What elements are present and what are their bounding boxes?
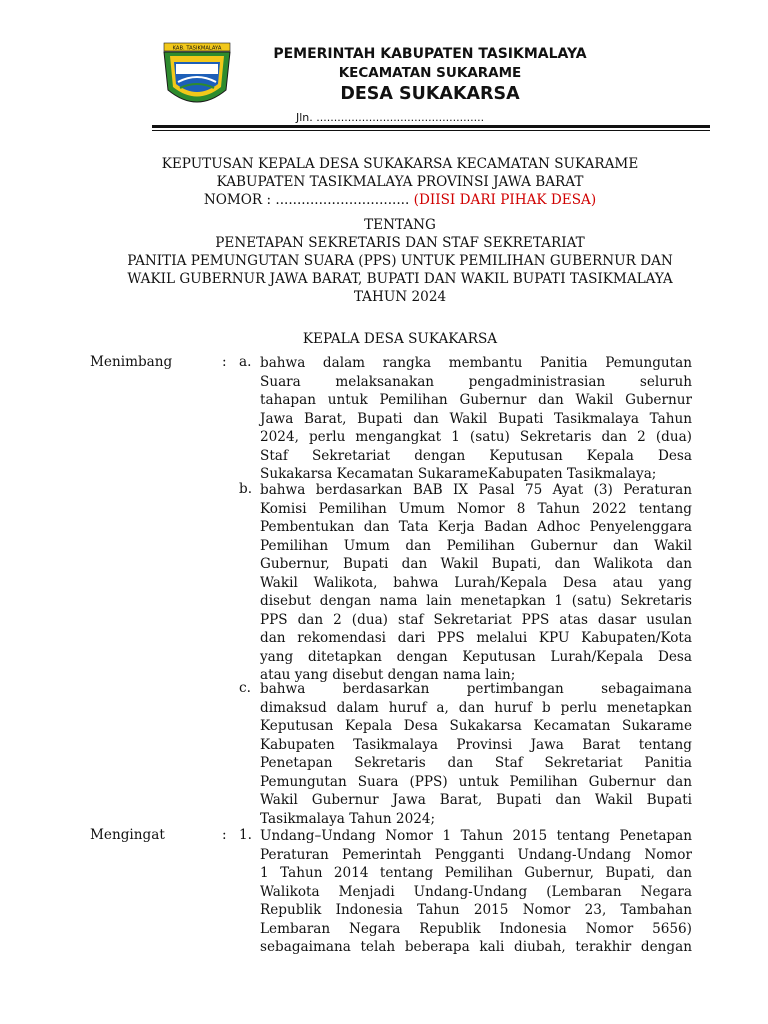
- text-line: Kabupaten Tasikmalaya Provinsi Jawa Barat tentang: [260, 736, 692, 753]
- text-line: bahwa berdasarkan BAB IX Pasal 75 Ayat (3) Peraturan: [260, 482, 692, 498]
- menimbang-label: Menimbang: [90, 354, 173, 370]
- menimbang-item-c: [260, 680, 692, 828]
- mengingat-item-1: [260, 827, 692, 957]
- tentang-heading: TENTANG: [364, 217, 436, 233]
- text-line: 1 Tahun 2014 tentang Pemilihan Gubernur, Bupati, dan: [260, 865, 692, 881]
- subject-line: TAHUN 2024: [353, 289, 447, 305]
- decree-title-line2: KABUPATEN TASIKMALAYA PROVINSI JAWA BARAT: [216, 174, 584, 190]
- signer-heading: KEPALA DESA SUKAKARSA: [302, 331, 498, 347]
- text-line: PPS dan 2 (dua) staf Sekretariat PPS atas dasar usulan: [260, 611, 692, 628]
- text-line: dimaksud dalam huruf a, dan huruf b perlu menetapkan: [260, 699, 692, 716]
- text-line: Wakil Gubernur Jawa Barat, Bupati dan Wakil Bupati: [260, 792, 692, 808]
- text-line: Sukakarsa Kecamatan SukarameKabupaten Tasikmalaya;: [260, 466, 657, 482]
- district-name: KECAMATAN SUKARAME: [338, 65, 522, 81]
- text-line: Jawa Barat, Bupati dan Wakil Bupati Tasikmalaya Tahun: [260, 410, 692, 427]
- text-line: Keputusan Kepala Desa Sukakarsa Kecamatan Sukarame: [260, 718, 692, 734]
- item-marker: c.: [239, 680, 251, 696]
- text-line: Undang–Undang Nomor 1 Tahun 2015 tentang Penetapan: [260, 828, 692, 844]
- letterhead-thick-rule: [152, 125, 710, 128]
- item-marker: b.: [239, 481, 253, 497]
- mengingat-label: Mengingat: [90, 827, 165, 843]
- text-line: Republik Indonesia Tahun 2015 Nomor 23, Tambahan: [260, 902, 692, 918]
- text-line: Komisi Pemilihan Umum Nomor 8 Tahun 2022 tentang: [260, 500, 692, 517]
- text-line: yang ditetapkan dengan Keputusan Lurah/Kepala Desa: [260, 648, 692, 665]
- decree-number: [90, 191, 710, 209]
- text-line: Tasikmalaya Tahun 2024;: [260, 810, 436, 827]
- address-line: Jln. ................................................: [296, 111, 485, 124]
- text-line: Lembaran Negara Republik Indonesia Nomor 5656): [260, 920, 692, 937]
- subject-line: PANITIA PEMUNGUTAN SUARA (PPS) UNTUK PEMILIHAN GUBERNUR DAN: [127, 253, 673, 269]
- text-line: Pembentukan dan Tata Kerja Badan Adhoc Penyelenggara: [260, 519, 692, 535]
- text-line: Gubernur, Bupati dan Wakil Bupati, dan Walikota dan: [260, 556, 692, 572]
- text-line: Pemungutan Suara (PPS) untuk Pemilihan Gubernur dan: [260, 773, 692, 790]
- regency-emblem-logo: [160, 42, 234, 112]
- text-line: Staf Sekretariat dengan Keputusan Kepala Desa: [260, 447, 692, 464]
- item-marker: a.: [239, 354, 252, 370]
- text-line: Wakil Walikota, bahwa Lurah/Kepala Desa atau yang: [260, 574, 692, 591]
- text-line: Peraturan Pemerintah Pengganti Undang-Undang Nomor: [260, 846, 692, 863]
- decree-number-note: (DIISI DARI PIHAK DESA): [413, 192, 597, 208]
- menimbang-item-b: [260, 481, 692, 685]
- item-marker: 1.: [239, 827, 252, 843]
- government-name: PEMERINTAH KABUPATEN TASIKMALAYA: [273, 46, 587, 62]
- decree-number-label: NOMOR : ...............................: [203, 192, 410, 208]
- text-line: Walikota Menjadi Undang-Undang (Lembaran Negara: [260, 883, 692, 900]
- text-line: Pemilihan Umum dan Pemilihan Gubernur dan Wakil: [260, 537, 692, 554]
- letterhead-thin-rule: [152, 130, 710, 131]
- text-line: Penetapan Sekretaris dan Staf Sekretariat Panitia: [260, 755, 692, 771]
- text-line: tahapan untuk Pemilihan Gubernur dan Wakil Gubernur: [260, 392, 692, 408]
- subject-line: PENETAPAN SEKRETARIS DAN STAF SEKRETARIAT: [215, 235, 585, 251]
- text-line: atau yang disebut dengan nama lain;: [260, 667, 516, 683]
- text-line: Suara melaksanakan pengadministrasian seluruh: [260, 373, 692, 390]
- village-name: DESA SUKAKARSA: [340, 84, 520, 104]
- text-line: 2024, perlu mengangkat 1 (satu) Sekretaris dan 2 (dua): [260, 429, 692, 445]
- mengingat-colon: :: [222, 827, 227, 843]
- text-line: bahwa dalam rangka membantu Panitia Pemungutan: [260, 355, 692, 371]
- text-line: bahwa berdasarkan pertimbangan sebagaimana: [260, 681, 692, 697]
- text-line: dan rekomendasi dari PPS melalui KPU Kabupaten/Kota: [260, 630, 692, 646]
- menimbang-colon: :: [222, 354, 227, 370]
- svg-text:KAB. TASIKMALAYA: KAB. TASIKMALAYA: [172, 45, 222, 52]
- text-line: sebagaimana telah beberapa kali diubah, terakhir dengan: [260, 939, 692, 955]
- text-line: disebut dengan nama lain menetapkan 1 (satu) Sekretaris: [260, 593, 692, 609]
- subject-line: WAKIL GUBERNUR JAWA BARAT, BUPATI DAN WAKIL BUPATI TASIKMALAYA: [127, 271, 673, 287]
- menimbang-item-a: [260, 354, 692, 484]
- decree-title-line1: KEPUTUSAN KEPALA DESA SUKAKARSA KECAMATAN SUKARAME: [161, 156, 639, 172]
